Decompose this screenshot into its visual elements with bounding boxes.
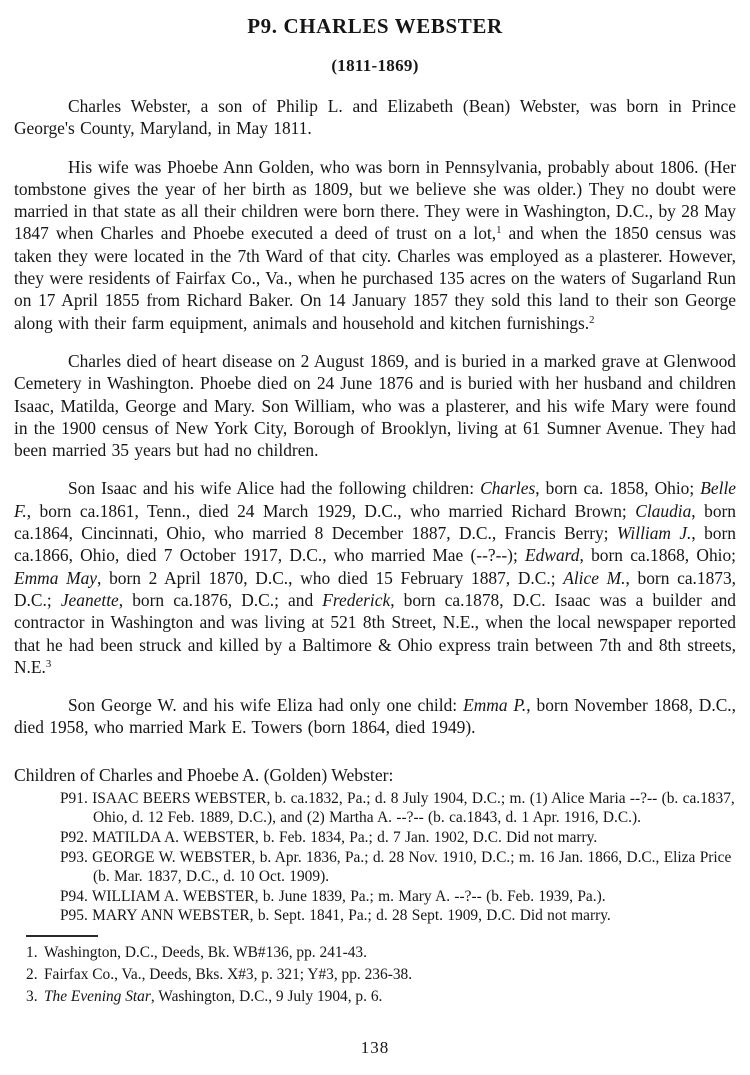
footnote-separator (26, 935, 98, 937)
child-entry-text: GEORGE W. WEBSTER, b. Apr. 1836, Pa.; d. 28 Nov. 1910, D.C.; m. 16 Jan. 1866, D.C., Eliza Price (b. Mar. 1837, D.C., d. 10 Oct. 1909). (92, 848, 732, 886)
paragraph-death: Charles died of heart disease on 2 August 1869, and is buried in a marked grave at Glenwood Cemetery in Washington. Phoebe died on 24 June 1876 and is buried with her husband and children Isaac, Matilda, George and Mary. Son William, who was a plasterer, and his wife Mary were found in the 1900 census of New York City, Borough of Brooklyn, living at 61 Sumner Avenue. They had been married 35 years but had no children. (14, 350, 736, 461)
footnotes (26, 942, 736, 1008)
paragraph-birth: Charles Webster, a son of Philip L. and Elizabeth (Bean) Webster, was born in Prince George's County, Maryland, in May 1811. (14, 96, 736, 139)
footnote-1 (26, 942, 736, 964)
child-entry-label: P92. (60, 828, 88, 846)
children-list (14, 789, 736, 926)
child-entry-text: MARY ANN WEBSTER, b. Sept. 1841, Pa.; d. 28 Sept. 1909, D.C. Did not marry. (92, 907, 611, 925)
page-subtitle: (1811-1869) (331, 56, 419, 75)
child-entry-text: ISAAC BEERS WEBSTER, b. ca.1832, Pa.; d. 8 July 1904, D.C.; m. (1) Alice Maria --?-- (b. ca.1837, Ohio, d. 12 Feb. 1889, D.C.), and (2) Martha A. --?-- (b. ca.1843, d. 1 Apr. 1916, D.C.). (92, 789, 735, 827)
body-text (14, 95, 736, 739)
footnote-3 (26, 986, 736, 1008)
footnote-text: Washington, D.C., Deeds, Bk. WB#136, pp. 241-43. (44, 943, 367, 961)
child-entry-label: P95. (60, 907, 88, 925)
child-entry-p92 (14, 828, 736, 848)
child-entry-label: P94. (60, 887, 88, 905)
footnote-number: 2. (26, 965, 38, 983)
child-entry-p95 (14, 906, 736, 926)
footnote-number: 3. (26, 987, 38, 1005)
child-entry-p91 (14, 789, 736, 828)
page-title: P9. CHARLES WEBSTER (247, 14, 503, 38)
child-entry-text: MATILDA A. WEBSTER, b. Feb. 1834, Pa.; d. 7 Jan. 1902, D.C. Did not marry. (92, 828, 598, 846)
paragraph-wife: His wife was Phoebe Ann Golden, who was born in Pennsylvania, probably about 1806. (Her tombstone gives the year of her birth as 1809, but we believe she was older.) They no doubt were married in that state as all their children were born there. They were in Washington, D.C., by 28 May 1847 when Charles and Phoebe executed a deed of trust on a lot,$^1$ and when the 1850 census was taken they were located in the 7th Ward of that city. Charles was employed as a plasterer. However, they were residents of Fairfax Co., Va., when he purchased 135 acres on the waters of Sugarland Run on 17 April 1855 from Richard Baker. On 14 January 1857 they sold this land to their son George along with their farm equipment, animals and household and kitchen furnishings.$^2$ (14, 156, 736, 333)
footnote-number: 1. (26, 943, 38, 961)
paragraph-george-child: Son George W. and his wife Eliza had only one child: Emma P., born November 1868, D.C., died 1958, who married Mark E. Towers (born 1864, died 1949). (14, 695, 736, 738)
footnote-2 (26, 964, 736, 986)
footnote-text: Fairfax Co., Va., Deeds, Bks. X#3, p. 321; Y#3, pp. 236-38. (44, 965, 413, 983)
child-entry-label: P91. (60, 789, 88, 807)
page-number: 138 (360, 1038, 390, 1057)
children-section-heading: Children of Charles and Phoebe A. (Golden) Webster: (14, 764, 394, 785)
footnote-text: The Evening Star, Washington, D.C., 9 July 1904, p. 6. (44, 987, 383, 1005)
child-entry-text: WILLIAM A. WEBSTER, b. June 1839, Pa.; m. Mary A. --?-- (b. Feb. 1939, Pa.). (91, 887, 606, 905)
child-entry-p93 (14, 848, 736, 887)
child-entry-p94 (14, 887, 736, 907)
paragraph-isaac-children: Son Isaac and his wife Alice had the following children: Charles, born ca. 1858, Ohio; Belle F., born ca.1861, Tenn., died 24 March 1929, D.C., who married Richard Brown; Claudia, born ca.1864, Cincinnati, Ohio, who married 8 December 1887, D.C., Francis Berry; William J., born ca.1866, Ohio, died 7 October 1917, D.C., who married Mae (--?--); Edward, born ca.1868, Ohio; Emma May, born 2 April 1870, D.C., who died 15 February 1887, D.C.; Alice M., born ca.1873, D.C.; Jeanette, born ca.1876, D.C.; and Frederick, born ca.1878, D.C. Isaac was a builder and contractor in Washington and was living at 521 8th Street, N.E., when the local newspaper reported that he had been struck and killed by a Baltimore & Ohio express train between 7th and 8th streets, N.E.$^3$ (14, 478, 737, 677)
child-entry-label: P93. (60, 848, 88, 866)
